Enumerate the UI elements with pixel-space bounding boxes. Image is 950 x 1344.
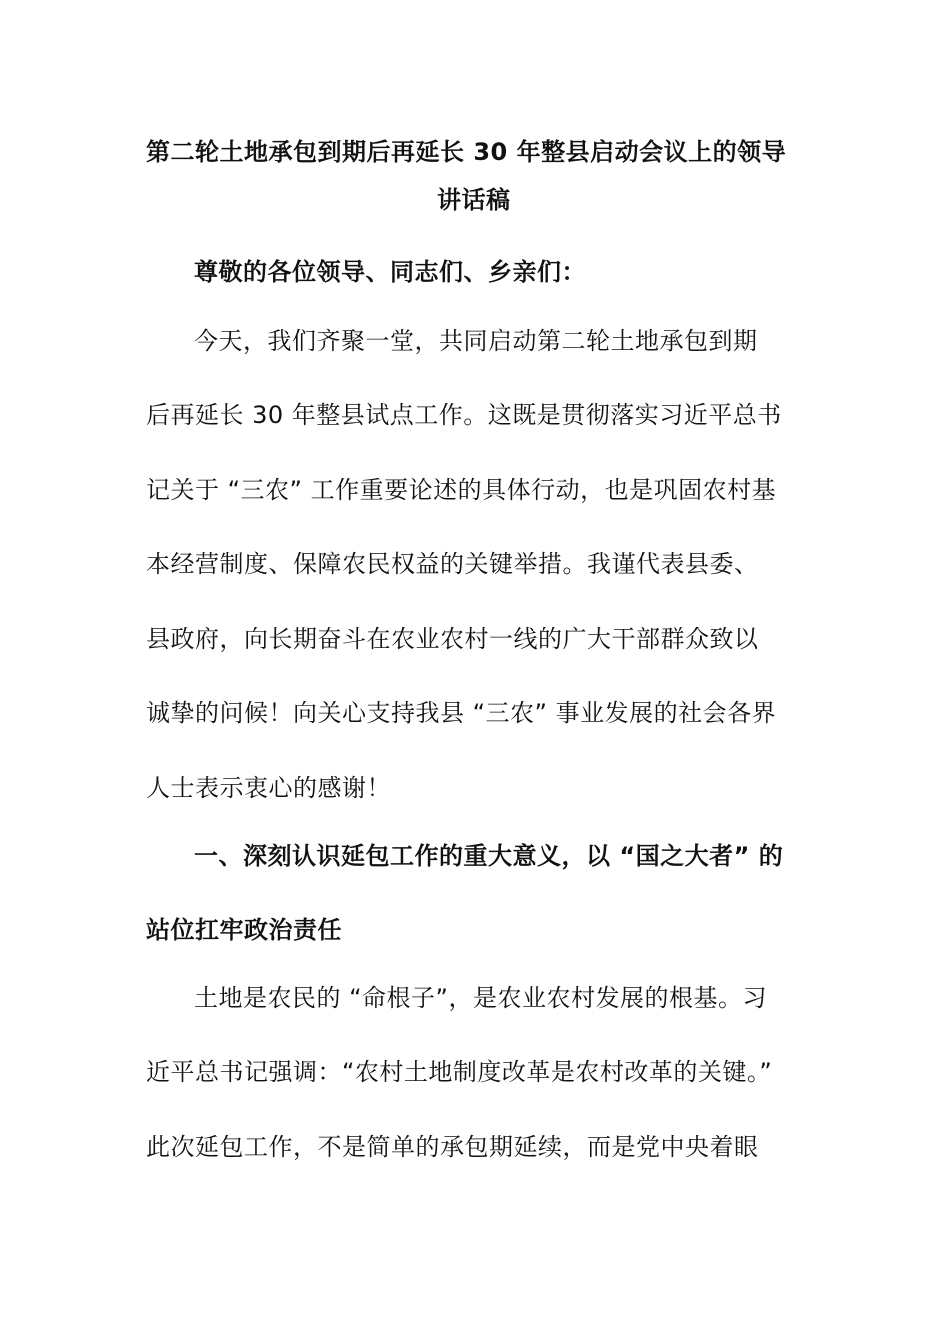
salutation: 尊敬的各位领导、同志们、乡亲们： [194,258,586,286]
document-title-line-2: 讲话稿 [437,186,511,214]
section1-heading-line-2: 站位扛牢政治责任 [146,916,342,944]
intro-line-6: 诚挚的问候！向关心支持我县 “三农” 事业发展的社会各界 [146,699,777,727]
section1-body-line-1: 土地是农民的 “命根子”，是农业农村发展的根基。习 [194,984,767,1012]
intro-line-2: 后再延长 30 年整县试点工作。这既是贯彻落实习近平总书 [146,401,782,429]
intro-line-4: 本经营制度、保障农民权益的关键举措。我谨代表县委、 [146,550,759,578]
section1-heading-line-1: 一、深刻认识延包工作的重大意义，以 “国之大者” 的 [194,842,784,870]
section1-body-line-3: 此次延包工作，不是简单的承包期延续，而是党中央着眼 [146,1133,759,1161]
intro-line-1: 今天，我们齐聚一堂，共同启动第二轮土地承包到期 [194,327,758,355]
intro-line-5: 县政府，向长期奋斗在农业农村一线的广大干部群众致以 [146,625,759,653]
section1-body-line-2: 近平总书记强调：“农村土地制度改革是农村改革的关键。” [146,1058,773,1086]
document-title-line-1: 第二轮土地承包到期后再延长 30 年整县启动会议上的领导 [146,138,787,166]
intro-line-3: 记关于 “三农” 工作重要论述的具体行动，也是巩固农村基 [146,476,777,504]
intro-line-7: 人士表示衷心的感谢！ [146,774,391,802]
